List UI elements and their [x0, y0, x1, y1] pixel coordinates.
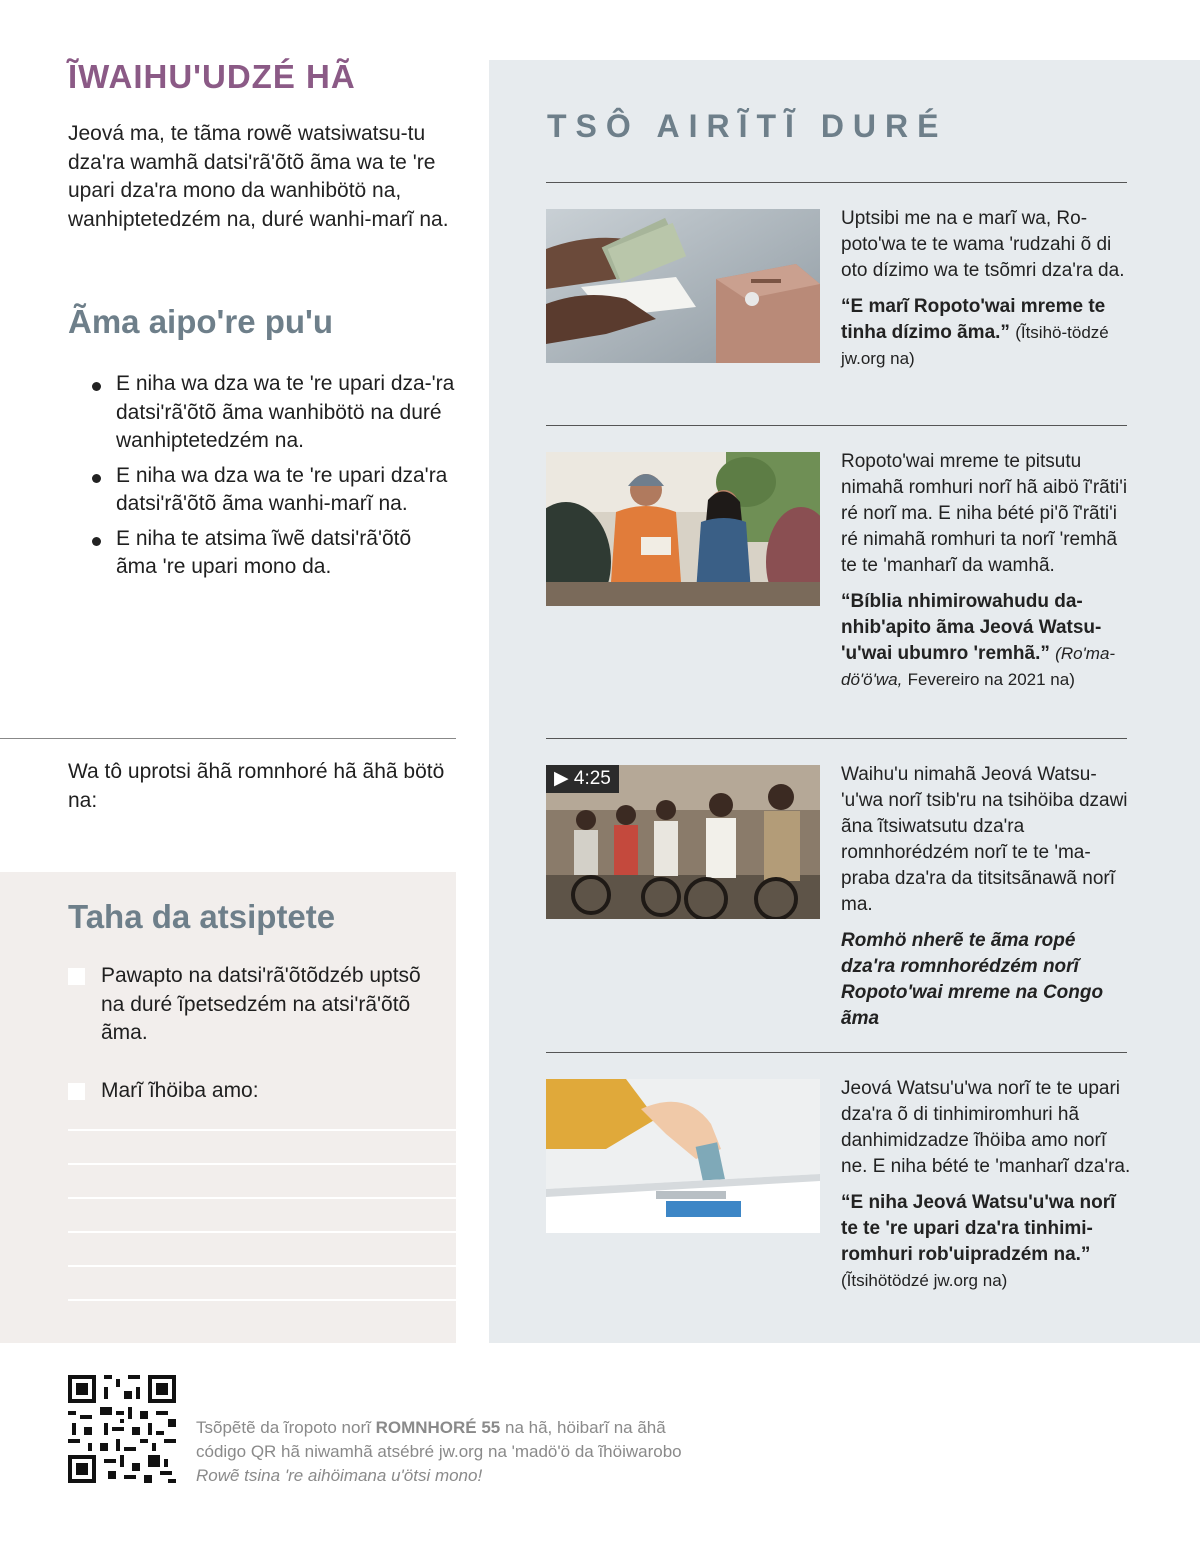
checklist-item-other[interactable]: Marĩ ĩhöiba amo: [68, 1077, 448, 1106]
list-item: E niha wa dza wa te 're upari dza-'ra datsi'rã'õtõ ãma wanhibötö na duré wanhiptetedzém na. [92, 370, 456, 456]
footer-note: Tsõpẽtẽ da ĩropoto norĩ ROMNHORÉ 55 na hã, höibarĩ na ãhã código QR hã niwamhã atsébré jw.org na 'madö'ö da ĩhöiwarobo Rowẽ tsina 're aihöimana u'ötsi mono! [196, 1418, 682, 1485]
intro-paragraph: Jeová ma, te tãma rowẽ watsiwatsu-tu dza'ra wamhã datsi'rã'õtõ ãma wa te 're upari dza'ra mono da wanhibötö na, wanhiptetedzém na, duré wanhi-marĩ na. [68, 122, 449, 231]
divider [546, 425, 1127, 426]
write-in-line[interactable] [68, 1265, 456, 1267]
try-heading: Taha da atsiptete [68, 898, 336, 935]
write-in-line[interactable] [68, 1231, 456, 1233]
write-in-line[interactable] [68, 1299, 456, 1301]
video-duration-badge: ▶ 4:25 [546, 765, 619, 793]
divider [546, 182, 1127, 183]
learn-more-panel [489, 60, 1200, 1343]
bullet-icon [92, 382, 101, 391]
learn-more-item-bible-study: Ropoto'wai mreme te pitsutu nimahã romhuri norĩ hã aibö ĩ'rãti'i ré norĩ ma. E niha bété pi'õ ĩ'rãti'i ré nimahã romhuri ta norĩ 'remhã te te 'manharĩ da wamhã. “Bíblia nhimirowahudu da-nhib'apito ãma Jeová Watsu-'u'wai ubumro 'remhã.” (Ro'ma-dö'ö'wa, Fevereiro na 2021 na) [841, 449, 1131, 693]
learn-more-item-video: Waihu'u nimahã Jeová Watsu-'u'wa norĩ tsib'ru na tsihöiba dzawi ãna ĩtsiwatsutu dza'ra romnhorédzém norĩ te te 'ma-praba dza'ra da titsitsãnawã norĩ ma. Romhö nherẽ te ãma ropé dza'ra romnhorédzém norĩ Ropoto'wai mreme na Congo ãma [841, 762, 1131, 1032]
points-list [92, 370, 456, 588]
video-title-link[interactable]: Romhö nherẽ te ãma ropé dza'ra romnhorédzém norĩ Ropoto'wai mreme na Congo ãma [841, 930, 1104, 1029]
bible-study-image[interactable] [546, 452, 820, 606]
write-in-line[interactable] [68, 1163, 456, 1165]
try-section [0, 872, 456, 1343]
list-item: E niha te atsima ĩwẽ datsi'rã'õtõ ãma 're upari mono da. [92, 525, 456, 582]
article-reference[interactable]: “E marĩ Ropoto'wai mreme te tinha dízimo ãma.” (Ĩtsihö-tödzé jw.org na) [841, 296, 1109, 368]
write-in-line[interactable] [68, 1197, 456, 1199]
next-question: Wa tô uprotsi ãhã romnhoré hã ãhã bötö na: [68, 760, 445, 812]
tithe-box-image[interactable] [546, 209, 820, 363]
article-reference[interactable]: “Bíblia nhimirowahudu da-nhib'apito ãma Jeová Watsu-'u'wai ubumro 'remhã.” (Ro'ma-dö'ö'wa, Fevereiro na 2021 na) [841, 591, 1116, 689]
divider [546, 1052, 1127, 1053]
list-item: E niha wa dza wa te 're upari dza'ra datsi'rã'õtõ ãma wanhi-marĩ na. [92, 462, 456, 519]
checklist-item-schedule[interactable]: Pawapto na datsi'rã'õtõdzéb uptsõ na duré ĩpetsedzém na atsi'rã'õtõ ãma. [68, 962, 448, 1048]
bullet-icon [92, 537, 101, 546]
bullet-icon [92, 474, 101, 483]
checkbox[interactable] [68, 968, 85, 985]
learn-more-item-donations: Jeová Watsu'u'wa norĩ te te upari dza'ra õ di tinhimiromhuri hã danhimidzadze ĩhöiba amo norĩ ne. E niha bété te 'manharĩ dza'ra. “E niha Jeová Watsu'u'wa norĩ te te 're upari dza'ra tinhimi-romhuri rob'uipradzém na.” (Ĩtsihötödzé jw.org na) [841, 1076, 1131, 1294]
learn-more-heading: TSÔ AIRĨTĨ DURÉ [547, 108, 948, 144]
article-reference[interactable]: “E niha Jeová Watsu'u'wa norĩ te te 're upari dza'ra tinhimi-romhuri rob'uipradzém na.” (Ĩtsihötödzé jw.org na) [841, 1192, 1116, 1290]
write-in-line[interactable] [68, 1129, 456, 1131]
qr-code[interactable] [68, 1375, 176, 1483]
divider [0, 738, 456, 739]
donation-slot-image[interactable] [546, 1079, 820, 1233]
learn-more-item-tithe: Uptsibi me na e marĩ wa, Ro-poto'wa te te wama 'rudzahi õ di oto dízimo wa te tsõmri dza'ra da. “E marĩ Ropoto'wai mreme te tinha dízimo ãma.” (Ĩtsihö-tödzé jw.org na) [841, 206, 1131, 372]
checkbox[interactable] [68, 1083, 85, 1100]
congo-video-thumbnail[interactable] [546, 765, 820, 919]
page-title: ĨWAIHU'UDZÉ HÃ [68, 58, 356, 95]
divider [546, 738, 1127, 739]
points-heading: Ãma aipo're pu'u [68, 303, 334, 340]
